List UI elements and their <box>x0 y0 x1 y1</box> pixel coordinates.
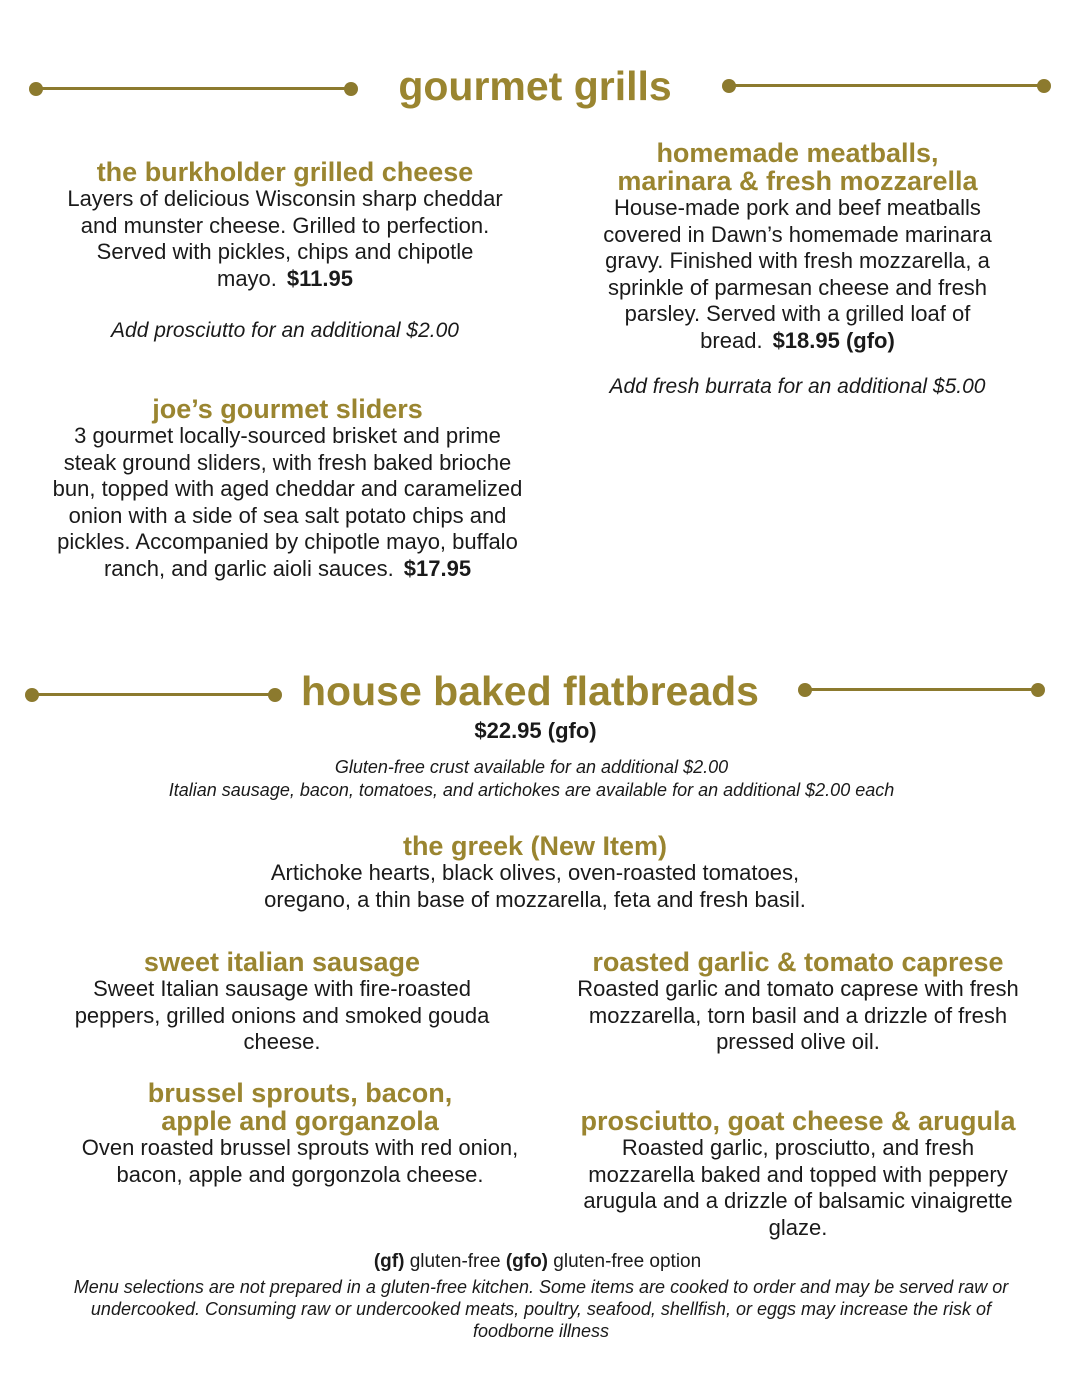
legend-gfo-label: gluten-free option <box>553 1251 702 1272</box>
item-price: $11.95 <box>286 265 353 291</box>
footer-legend <box>0 1250 1077 1274</box>
item-description-line2: oregano, a thin base of mozzarella, feta and fresh basil. <box>264 886 806 912</box>
item-title-line2: apple and gorganzola <box>161 1106 439 1136</box>
legend-gf-code: (gf) <box>373 1251 405 1272</box>
item-addon: Add fresh burrata for an additional $5.00 <box>609 375 986 398</box>
legend-gf-label: gluten-free <box>409 1251 501 1272</box>
section-title-grills: gourmet grills <box>398 63 672 109</box>
menu-item-prosciutto <box>573 1107 1023 1241</box>
item-addon: Add prosciutto for an additional $2.00 <box>111 319 459 342</box>
item-title-line1: brussel sprouts, bacon, <box>147 1078 453 1108</box>
divider-line <box>32 693 274 696</box>
flatbreads-note-additions: Italian sausage, bacon, tomatoes, and artichokes are available for an additional $2.00 each <box>168 780 895 800</box>
flatbreads-note-gluten-free: Gluten-free crust available for an additional $2.00 <box>334 757 729 777</box>
menu-item-caprese <box>568 948 1028 1056</box>
menu-item-meatballs <box>585 139 1010 400</box>
legend-gfo-code: (gfo) <box>505 1251 549 1272</box>
item-title-line2: marinara & fresh mozzarella <box>617 166 978 196</box>
item-description <box>55 186 515 292</box>
item-description: Roasted garlic, prosciutto, and fresh mozzarella baked and topped with peppery arugula and a drizzle of balsamic vinaigrette glaze. <box>583 1135 1013 1240</box>
item-price: $18.95 (gfo) <box>772 327 895 353</box>
section-title-flatbreads: house baked flatbreads <box>301 668 759 714</box>
menu-item-greek <box>200 832 870 913</box>
footer-disclaimer: Menu selections are not prepared in a gluten-free kitchen. Some items are cooked to order and may be served raw or undercooked. Consuming raw or undercooked meats, poultry, seafood, shellfish, or eggs may increase the risk of foodborne illness <box>73 1277 1009 1341</box>
divider-dot <box>1031 683 1045 697</box>
item-title: joe’s gourmet sliders <box>152 394 423 424</box>
divider-dot <box>268 688 282 702</box>
menu-item-brussel <box>60 1079 540 1188</box>
item-description: Oven roasted brussel sprouts with red onion, bacon, apple and gorgonzola cheese. <box>81 1135 519 1187</box>
divider-line <box>805 688 1037 691</box>
menu-item-sliders <box>50 395 525 582</box>
divider-line <box>729 84 1043 87</box>
item-description-line1: Artichoke hearts, black olives, oven-roasted tomatoes, <box>270 860 800 885</box>
menu-item-burkholder <box>55 158 515 344</box>
item-title: sweet italian sausage <box>143 947 421 977</box>
item-desc-text: House-made pork and beef meatballs covered in Dawn’s homemade marinara gravy. Finished with fresh mozzarella, a sprinkle of parmesan cheese and fresh parsley. Served with a grilled loaf of bread. <box>603 195 992 353</box>
item-title: the burkholder grilled cheese <box>96 157 474 187</box>
item-title: the greek (New Item) <box>402 831 668 861</box>
item-title-line1: homemade meatballs, <box>656 138 939 168</box>
menu-item-sausage <box>52 948 512 1056</box>
item-price: $17.95 <box>403 555 472 581</box>
item-desc-text: Layers of delicious Wisconsin sharp cheddar and munster cheese. Grilled to perfection. Served with pickles, chips and chipotle mayo. <box>67 186 503 291</box>
item-desc-text: 3 gourmet locally-sourced brisket and prime steak ground sliders, with fresh baked brioche bun, topped with aged cheddar and caramelized onion with a side of sea salt potato chips and pickles. Accompanied by chipotle mayo, buffalo ranch, and garlic aioli sauces. <box>52 423 523 581</box>
divider-dot <box>344 82 358 96</box>
flatbreads-price: $22.95 (gfo) <box>474 718 597 743</box>
item-description <box>585 195 1010 354</box>
item-description: Roasted garlic and tomato caprese with fresh mozzarella, torn basil and a drizzle of fresh pressed olive oil. <box>577 976 1019 1054</box>
item-title: roasted garlic & tomato caprese <box>592 947 1004 977</box>
item-description: Sweet Italian sausage with fire-roasted peppers, grilled onions and smoked gouda cheese. <box>74 976 490 1054</box>
divider-line <box>36 87 352 90</box>
item-description <box>50 423 525 582</box>
divider-dot <box>1037 79 1051 93</box>
item-title: prosciutto, goat cheese & arugula <box>580 1106 1016 1136</box>
